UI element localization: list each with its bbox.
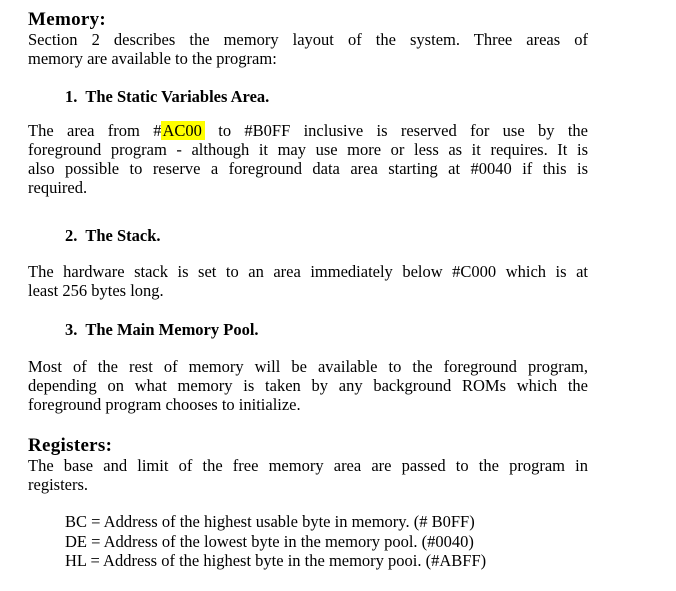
- register-line-bc: BC = Address of the highest usable byte in memory. (# B0FF): [65, 512, 475, 531]
- registers-intro-line: The base and limit of the free memory area are passed to the program in: [28, 456, 588, 475]
- register-line-de: DE = Address of the lowest byte in the memory pool. (#0040): [65, 531, 474, 551]
- memory-intro-line: memory are available to the program:: [28, 49, 277, 68]
- highlighted-address-ac00: AC00: [161, 121, 204, 140]
- subsection-1-line: [28, 121, 588, 140]
- register-list: [65, 512, 625, 571]
- subsection-3-heading: 3. The Main Memory Pool.: [65, 320, 259, 339]
- memory-section-heading: Memory:: [28, 9, 107, 30]
- subsection-2-line: least 256 bytes long.: [28, 281, 164, 300]
- subsection-2-heading: 2. The Stack.: [65, 226, 161, 245]
- subsection-1-line: also possible to reserve a foreground data area starting at #0040 if this is: [28, 159, 588, 178]
- registers-intro-paragraph: [28, 456, 588, 494]
- memory-intro-line: Section 2 describes the memory layout of the system. Three areas of: [28, 30, 588, 49]
- subsection-1-line: required.: [28, 178, 88, 197]
- registers-intro-line: registers.: [28, 475, 89, 494]
- subsection-3-line: foreground program chooses to initialize.: [28, 395, 301, 414]
- subsection-1-heading: 1. The Static Variables Area.: [65, 87, 270, 106]
- subsection-2-paragraph: [28, 262, 588, 300]
- line-text-before-highlight: The area from #: [28, 121, 162, 140]
- subsection-2-line: The hardware stack is set to an area immediately below #C000 which is at: [28, 262, 588, 281]
- line-text-after-highlight: to #B0FF inclusive is reserved for use by the: [204, 121, 588, 140]
- subsection-3-paragraph: [28, 357, 588, 414]
- subsection-1-line: foreground program - although it may use more or less as it requires. It is: [28, 140, 588, 159]
- register-line-hl: HL = Address of the highest byte in the memory pooi. (#ABFF): [65, 551, 487, 570]
- subsection-1-paragraph: [28, 121, 588, 197]
- registers-section-heading: Registers:: [28, 435, 113, 456]
- memory-intro-paragraph: [28, 30, 588, 68]
- subsection-3-line: Most of the rest of memory will be available to the foreground program,: [28, 357, 588, 376]
- subsection-3-line: depending on what memory is taken by any background ROMs which the: [28, 376, 588, 395]
